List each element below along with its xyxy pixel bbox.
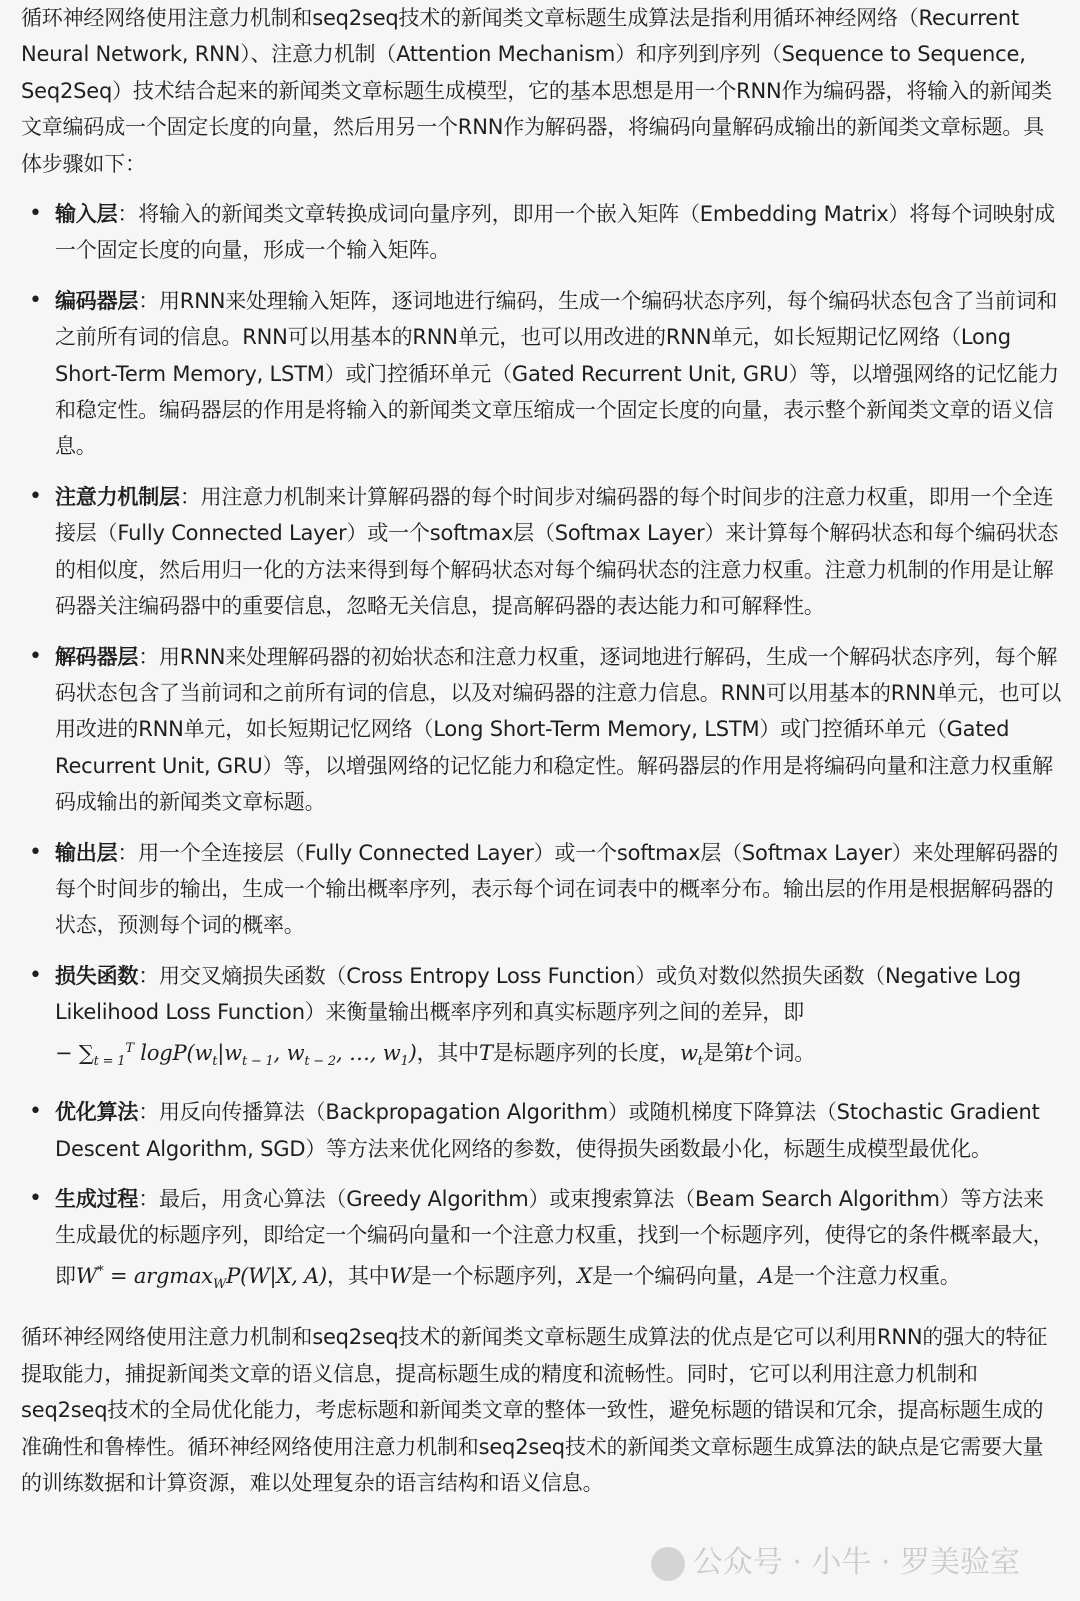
var-wt: $w_t$ bbox=[680, 1040, 703, 1069]
argmax-formula: W* = argmax$_W$P(W|X, A) bbox=[75, 1263, 328, 1292]
formula-tail: 是第 bbox=[702, 1040, 745, 1065]
bullet: • bbox=[29, 201, 42, 227]
step-text: ：用RNN来处理输入矩阵，逐词地进行编码，生成一个编码状态序列，每个编码状态包含了当前词和之前所有词的信息。RNN可以用基本的RNN单元，也可以用改进的RNN单元，如长短期记忆网络（Long Short-Term Memory, LSTM）或门控循环单元（Gated Recurrent Unit, GRU）等，以增强网络的记忆能力和稳定性。编码器层的作用是将输入的新闻类文章压缩成一个固定长度的向量，表示整个新闻类文章的语义信息。 bbox=[55, 288, 1059, 459]
list-item-input-layer bbox=[21, 196, 1062, 269]
wechat-icon bbox=[651, 1547, 685, 1581]
bullet: • bbox=[29, 483, 42, 509]
bullet: • bbox=[29, 287, 42, 313]
var-W: W bbox=[389, 1263, 411, 1288]
formula-tail: ，其中 bbox=[416, 1040, 479, 1065]
outro-paragraph: 循环神经网络使用注意力机制和seq2seq技术的新闻类文章标题生成算法的优点是它可以利用RNN的强大的特征提取能力，捕捉新闻类文章的语义信息，提高标题生成的精度和流畅性。同时，它可以利用注意力机制和seq2seq技术的全局优化能力，考虑标题和新闻类文章的整体一致性，避免标题的错误和冗余，提高标题生成的准确性和鲁棒性。循环神经网络使用注意力机制和seq2seq技术的新闻类文章标题生成算法的缺点是它需要大量的训练数据和计算资源，难以处理复杂的语言结构和语义信息。 bbox=[21, 1325, 1048, 1495]
formula-tail: 个词。 bbox=[752, 1040, 816, 1065]
step-text: ：用一个全连接层（Fully Connected Layer）或一个softmax层（Softmax Layer）来处理解码器的每个时间步的输出，生成一个输出概率序列，表示每个词在词表中的概率分布。输出层的作用是根据解码器的状态，预测每个词的概率。 bbox=[55, 840, 1059, 938]
bullet: • bbox=[29, 839, 42, 865]
formula-tail: ，其中 bbox=[327, 1263, 390, 1288]
var-w: w bbox=[680, 1040, 698, 1065]
step-text: ：将输入的新闻类文章转换成词向量序列，即用一个嵌入矩阵（Embedding Matrix）将每个词映射成一个固定长度的向量，形成一个输入矩阵。 bbox=[55, 202, 1055, 263]
step-text: ：用注意力机制来计算解码器的每个时间步对编码器的每个时间步的注意力权重，即用一个全连接层（Fully Connected Layer）或一个softmax层（Softmax Layer）来计算每个解码状态和每个编码状态的相似度，然后用归一化的方法来得到每个解码状态对每个编码状态的注意力权重。注意力机制的作用是让解码器关注编码器中的重要信息，忽略无关信息，提高解码器的表达能力和可解释性。 bbox=[55, 484, 1059, 619]
list-item-loss-function bbox=[21, 958, 1062, 1080]
term-label: 损失函数 bbox=[55, 963, 139, 988]
loss-formula: − $\sum_{t = 1}^T$ $\log P(w_t|w_{t - 1}$, $w_{t - 2}$, …, $w_1$) bbox=[55, 1040, 417, 1069]
var-X: X bbox=[577, 1263, 592, 1288]
term-label: 注意力机制层 bbox=[55, 484, 180, 509]
term-label: 输入层 bbox=[55, 202, 118, 227]
watermark-text: 公众号 · 小牛 · 罗美验室 bbox=[692, 1545, 1020, 1580]
var-A: A bbox=[758, 1263, 774, 1288]
var-t: t bbox=[744, 1040, 753, 1065]
formula-tail: 是一个标题序列， bbox=[410, 1263, 578, 1288]
term-label: 输出层 bbox=[55, 840, 118, 865]
bullet: • bbox=[29, 1185, 42, 1211]
term-label: 编码器层 bbox=[55, 288, 139, 313]
term-label: 解码器层 bbox=[55, 644, 139, 669]
step-text: ：用RNN来处理解码器的初始状态和注意力权重，逐词地进行解码，生成一个解码状态序列，每个解码状态包含了当前词和之前所有词的信息，以及对编码器的注意力信息。RNN可以用基本的RNN单元，也可以用改进的RNN单元，如长短期记忆网络（Long Short-Term Memory, LSTM）或门控循环单元（Gated Recurrent Unit, GRU）等，以增强网络的记忆能力和稳定性。解码器层的作用是将编码向量和注意力权重解码成输出的新闻类文章标题。 bbox=[55, 644, 1062, 815]
term-label: 优化算法 bbox=[55, 1100, 139, 1125]
step-text: ：用交叉熵损失函数（Cross Entropy Loss Function）或负对数似然损失函数（Negative Log Likelihood Loss Function）来衡量输出概率序列和真实标题序列之间的差异，即 bbox=[55, 963, 1021, 1025]
list-item-optimization bbox=[21, 1094, 1062, 1167]
list-item-decoder-layer bbox=[21, 639, 1062, 821]
formula-tail: 是一个注意力权重。 bbox=[773, 1263, 961, 1288]
step-text: ：用反向传播算法（Backpropagation Algorithm）或随机梯度下降算法（Stochastic Gradient Descent Algorithm, SGD）等方法来优化网络的参数，使得损失函数最小化，标题生成模型最优化。 bbox=[55, 1100, 1040, 1161]
formula-tail: 是标题序列的长度， bbox=[492, 1040, 680, 1065]
term-label: 生成过程 bbox=[55, 1186, 139, 1211]
bullet: • bbox=[29, 962, 42, 988]
list-item-encoder-layer bbox=[21, 283, 1062, 465]
step-text: ：最后，用贪心算法（Greedy Algorithm）或束搜索算法（Beam Search Algorithm）等方法来生成最优的标题序列，即给定一个编码向量和一个注意力权重，找到一个标题序列，使得它的条件概率最大，即 bbox=[55, 1186, 1054, 1288]
var-T: T bbox=[478, 1040, 493, 1065]
formula-tail: 是一个编码向量， bbox=[592, 1263, 759, 1288]
list-item-generation bbox=[21, 1181, 1062, 1303]
list-item-attention-layer bbox=[21, 479, 1062, 625]
steps-list bbox=[21, 196, 1062, 1303]
bullet: • bbox=[29, 1099, 42, 1125]
watermark bbox=[651, 1537, 1020, 1581]
intro-paragraph: 循环神经网络使用注意力机制和seq2seq技术的新闻类文章标题生成算法是指利用循环神经网络（Recurrent Neural Network, RNN）、注意力机制（Attention Mechanism）和序列到序列（Sequence to Sequence, Seq2Seq）技术结合起来的新闻类文章标题生成模型，它的基本思想是用一个RNN作为编码器，将输入的新闻类文章编码成一个固定长度的向量，然后用另一个RNN作为解码器，将编码向量解码成输出的新闻类文章标题。具体步骤如下： bbox=[21, 6, 1052, 176]
bullet: • bbox=[29, 643, 42, 669]
list-item-output-layer bbox=[21, 835, 1062, 944]
